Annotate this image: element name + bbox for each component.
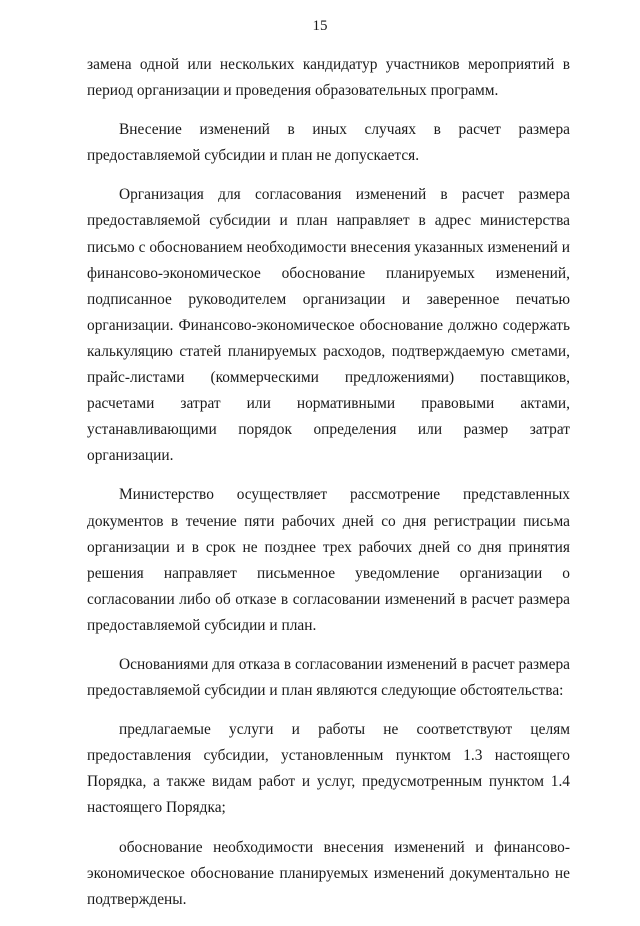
paragraph-change-request: Организация для согласования изменений в расчет размера предоставляемой субсидии и план направляет в адрес министерства письмо с обоснованием необходимости внесения указанных изменений и финансово-экономическое обоснование планируемых изменений, подписанное руководителем организации и заверенное печатью организации. Финансово-экономическое обоснование должно содержать калькуляцию статей планируемых расходов, подтверждаемую сметами, прайс-листами (коммерческими предложениями) поставщиков, расчетами затрат или нормативными правовыми актами, устанавливающими порядок определения или размер затрат организации. [87,186,570,465]
document-body [87,52,570,926]
paragraph-continuation: замена одной или нескольких кандидатур участников мероприятий в период организации и проведения образовательных программ. [87,56,570,100]
paragraph-no-other-changes: Внесение изменений в иных случаях в расчет размера предоставляемой субсидии и план не допускается. [87,121,570,165]
paragraph-refusal-ground-1: предлагаемые услуги и работы не соответствуют целям предоставления субсидии, установленным пунктом 1.3 настоящего Порядка, а также видам работ и услуг, предусмотренным пунктом 1.4 настоящего Порядка; [87,721,570,817]
page-number: 15 [312,18,328,34]
paragraph-ministry-review: Министерство осуществляет рассмотрение представленных документов в течение пяти рабочих дней со дня регистрации письма организации и в срок не позднее трех рабочих дней со дня принятия решения направляет письменное уведомление организации о согласовании либо об отказе в согласовании изменений в расчет размера предоставляемой субсидии и план. [87,486,570,634]
paragraph-refusal-ground-2: обоснование необходимости внесения изменений и финансово-экономическое обоснование планируемых изменений документально не подтверждены. [87,838,570,908]
paragraph-refusal-grounds: Основаниями для отказа в согласовании изменений в расчет размера предоставляемой субсидии и план являются следующие обстоятельства: [87,655,570,700]
